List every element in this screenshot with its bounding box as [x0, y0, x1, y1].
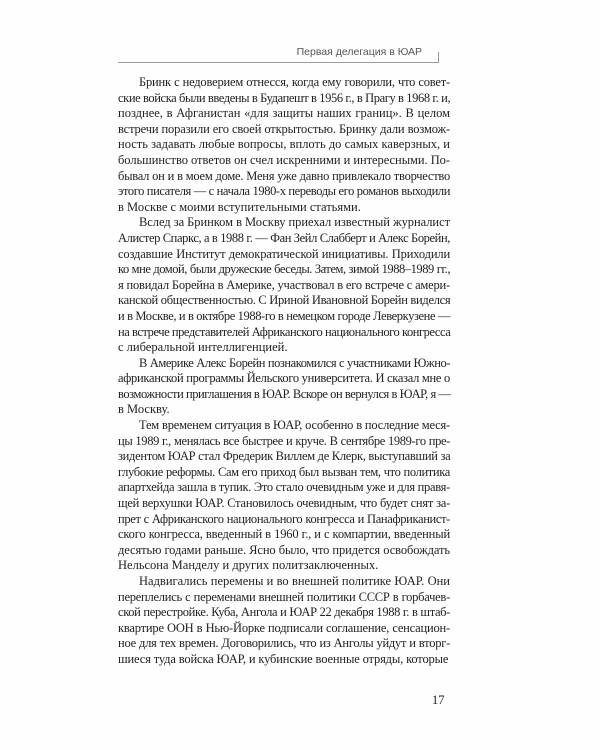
text-line: Алистер Спаркс, а в 1988 г. — Фан Зейл Слабберт и Алекс Борейн, [118, 230, 450, 245]
text-line: ное для тех времен. Договорились, что из Анголы уйдут и вторг- [118, 636, 450, 651]
text-line: возможности приглашения в ЮАР. Вскоре он вернулся в ЮАР, я — [118, 386, 451, 401]
paragraph [118, 574, 450, 668]
text-line: В Америке Алекс Борейн познакомился с участниками Южно- [139, 355, 450, 370]
text-line: встречи поразили его своей открытостью. Бринку дали возмож- [118, 121, 450, 136]
text-line: глубокие реформы. Сам его приход был вызван тем, что политика [118, 464, 450, 479]
text-line: с либеральной интеллигенцией. [118, 340, 288, 355]
text-line: Вслед за Бринком в Москву приехал известный журналист [139, 215, 450, 230]
text-line: ность задавать любые вопросы, вплоть до самых каверзных, и [118, 137, 450, 152]
text-line: ской перестройке. Куба, Ангола и ЮАР 22 декабря 1988 г. в штаб- [118, 605, 450, 620]
text-line: шиеся туда войска ЮАР, и кубинские военные отряды, которые [118, 651, 449, 666]
text-line: Бринк с недоверием отнесся, когда ему говорили, что совет- [139, 75, 450, 89]
text-line: ко мне домой, были дружеские беседы. Затем, зимой 1988–1989 гг., [118, 262, 450, 277]
text-line: Нельсона Манделу и других политзаключенных. [118, 558, 379, 573]
text-line: в Москву. [118, 402, 170, 417]
paragraph [118, 215, 450, 355]
text-line: Надвигались перемены и во внешней политике ЮАР. Они [139, 574, 450, 588]
body-text [118, 75, 450, 668]
text-line: я повидал Борейна в Америке, участвовал в его встрече с амери- [118, 277, 450, 292]
running-head [0, 44, 600, 64]
text-line: ские войска были введены в Будапешт в 1956 г., в Прагу в 1968 г. и, [118, 90, 451, 105]
text-line: зидентом ЮАР стал Фредерик Виллем де Клерк, выступавший за [118, 449, 451, 464]
text-line: апартхейда зашла в тупик. Это стало очевидным уже и для правя- [118, 480, 450, 495]
paragraph [118, 418, 450, 574]
text-line: этого писателя — с начала 1980-х переводы его романов выходили [118, 184, 450, 199]
paragraph [118, 75, 450, 215]
paragraph [118, 356, 450, 418]
text-line: большинство ответов он счел искренними и интересными. По- [118, 152, 450, 167]
text-line: Тем временем ситуация в ЮАР, особенно в последние меся- [139, 418, 450, 433]
text-line: десятью годами раньше. Ясно было, что придется освобождать [118, 542, 450, 557]
text-line: африканской программы Йельского университета. И сказал мне о [118, 371, 450, 386]
text-line: ского конгресса, введенный в 1960 г., и с компартии, введенный [118, 527, 450, 542]
header-rule-tick [438, 52, 439, 63]
running-title: Первая делегация в ЮАР [296, 46, 422, 58]
text-line: прет с Африканского национального конгресса и Панафриканист- [118, 511, 450, 526]
text-line: канской общественностью. С Ириной Ивановной Борейн виделся [118, 293, 451, 308]
text-line: позднее, в Афганистан «для защиты наших границ». В целом [118, 106, 450, 121]
text-line: и в Москве, и в октябре 1988-го в немецком городе Леверкузене — [118, 308, 450, 323]
text-line: квартире ООН в Нью-Йорке подписали соглашение, сенсацион- [118, 620, 450, 635]
text-line: в Москве с моими вступительными статьями. [118, 199, 361, 214]
text-line: создавшие Институт демократической инициативы. Приходили [118, 246, 450, 261]
text-line: щей верхушки ЮАР. Становилось очевидным, что будет снят за- [118, 496, 450, 511]
text-line: переплелись с переменами внешней политики СССР в горбачев- [118, 589, 450, 604]
header-rule [118, 62, 438, 63]
page-number: 17 [432, 693, 445, 707]
text-line: бывал он и в моем доме. Меня уже давно привлекало творчество [118, 168, 450, 183]
text-line: на встрече представителей Африканского национального конгресса [118, 324, 451, 339]
text-line: цы 1989 г., менялась все быстрее и круче. В сентябре 1989-го пре- [118, 433, 450, 448]
